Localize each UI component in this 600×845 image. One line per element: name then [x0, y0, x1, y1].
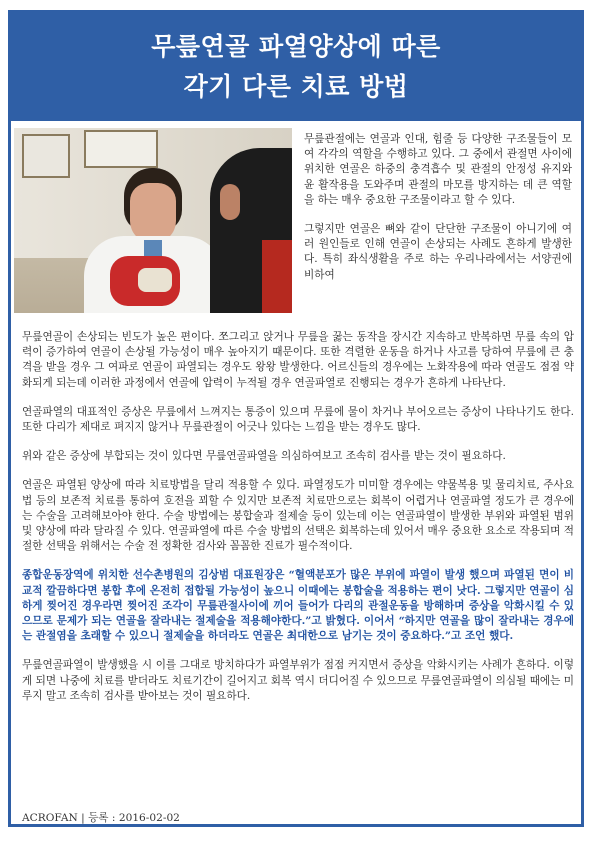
paragraph-conclusion: 무릎연골파열이 발생했을 시 이를 그대로 방치하다가 파열부위가 점점 커지면서 증상을 악화시키는 사례가 흔하다. 이렇게 되면 나중에 치료를 받더라도 치료기간이 길어지고 회복 역시 더디어질 수 있으므로 무릎연골파열이 의심될 때에는 미루지 말고 조속히 검사를 받아보는 것이 필요하다.: [22, 659, 574, 702]
article-photo: [14, 128, 292, 313]
paragraph-check: 위와 같은 증상에 부합되는 것이 있다면 무릎연골파열을 의심하여보고 조속히 검사를 받는 것이 필요하다.: [22, 450, 506, 463]
article-header: [11, 13, 581, 121]
paragraph-causes-start: 그렇지만 연골은 뼈와 같이 단단한 구조물이 아니기에 여러 원인들로 인해 연골이 손상되는 사례도 흔하게 발생한다. 특히 좌식생활을 주로 하는 우리나라에서는 서양권에 비하여: [304, 223, 572, 281]
paragraph-treatment: 연골은 파열된 양상에 따라 치료방법을 달리 적용할 수 있다. 파열정도가 미미할 경우에는 약물복용 및 물리치료, 주사요법 등의 보존적 치료를 통하여 호전을 꾀할 수 있지만 보존적 치료만으로는 회복이 어렵거나 연골파열 정도가 큰 경우에는 수술을 고려해보아야 한다. 수술 방법에는 봉합술과 절제술 등이 있는데 이는 연골파열이 발생한 부위와 파열된 범위 및 양상에 따라 달라질 수 있다. 연골파열에 따른 수술 방법의 선택은 회복하는데 있어서 매우 중요한 요소로 작용되며 적절한 선택을 위해서는 수술 전 정확한 검사와 꼼꼼한 진료가 필수적이다.: [22, 479, 574, 553]
doctor-quote: 종합운동장역에 위치한 선수촌병원의 김상범 대표원장은 “혈액분포가 많은 부위에 파열이 발생 했으며 파열된 면이 비교적 깔끔하다면 봉합 후에 온전히 접합될 가능성이 높으니 이때에는 봉합술을 적용하는 편이 낫다. 그렇지만 연골이 심하게 찢어진 경우라면 찢어진 조각이 무릎관절사이에 끼어 들어가 다리의 관절운동을 방해하며 증상을 악화시킬 수 있으므로 문제가 되는 연골을 잘라내는 절제술을 적용해야한다.”고 밝혔다. 이어서 “하지만 연골을 많이 잘라내는 경우에는 관절염을 초래할 수 있으니 절제술을 하더라도 연골은 최대한으로 남기는 것이 중요하다.”고 조언 했다.: [22, 569, 574, 643]
title-line-1: 무릎연골 파열양상에 따른: [151, 32, 441, 61]
title-line-2: 각기 다른 치료 방법: [183, 72, 409, 101]
paragraph-causes: 무릎연골이 손상되는 빈도가 높은 편이다. 쪼그리고 앉거나 무릎을 꿇는 동작을 장시간 지속하고 반복하면 무릎 속의 압력이 증가하여 연골이 손상될 가능성이 매우 높아지기 때문이다. 또한 격렬한 운동을 하거나 사고를 당하여 무릎에 큰 충격을 받을 경우 그 여파로 연골이 파열되는 경우도 왕왕 발생한다. 어르신들의 경우에는 노화작용에 따라 연골도 점점 약화되게 되는데 이러한 과정에서 연골에 압력이 누적될 경우 연골파열로 진행되는 경우가 흔하게 나타난다.: [22, 331, 574, 389]
full-width-text: [22, 330, 574, 718]
paragraph-symptoms: 연골파열의 대표적인 증상은 무릎에서 느껴지는 통증이 있으며 무릎에 물이 차거나 부어오르는 증상이 나타나기도 한다. 또한 다리가 제대로 펴지지 않거나 무릎관절이 어긋나 있다는 느낌을 받는 경우도 많다.: [22, 405, 574, 434]
article-footer: ACROFAN | 등록 : 2016-02-02: [22, 812, 180, 824]
paragraph-intro: 무릎관절에는 연골과 인대, 힘줄 등 다양한 구조물들이 모여 각각의 역할을 수행하고 있다. 그 중에서 관절면 사이에 위치한 연골은 하중의 충격흡수 및 관절의 안정성 유지와 윤 활작용을 도와주며 관절의 마모를 방지하는 데 큰 역할을 하는 매우 중요한 구조물이라고 할 수 있다.: [304, 133, 572, 206]
right-column-text: [304, 132, 572, 283]
